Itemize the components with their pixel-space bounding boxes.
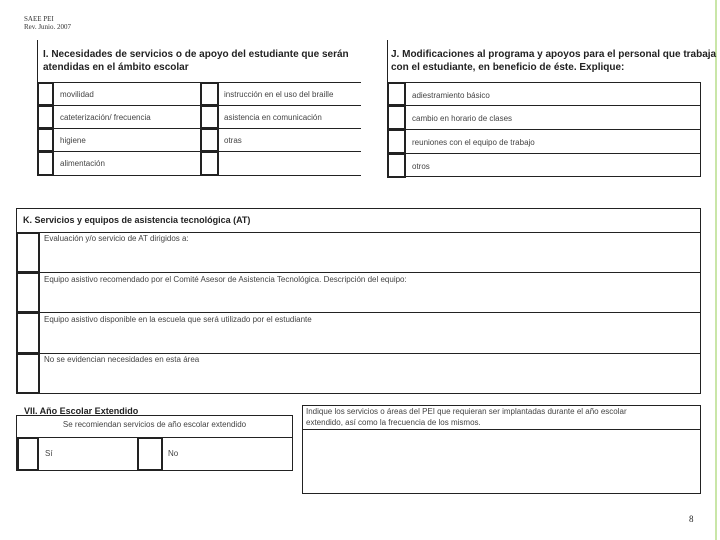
checkbox-movilidad[interactable] [37,82,54,106]
section-i-title [43,48,349,74]
option-label: Equipo asistivo recomendado por el Comité Asesor de Asistencia Tecnológica. Descripción del equipo: [44,275,407,284]
instruction-line: extendido, así como la frecuencia de los mismos. [306,418,481,427]
option-label: asistencia en comunicación [224,113,322,122]
option-label: reuniones con el equipo de trabajo [412,138,535,147]
extended-services-instructions [306,406,627,428]
checkbox-equipo-recomendado[interactable] [16,272,40,313]
section-vii-title: VII. Año Escolar Extendido [24,406,139,416]
checkbox-no-necesidades[interactable] [16,353,40,394]
title-line: I. Necesidades de servicios o de apoyo del estudiante que serán [43,49,349,60]
section-k-title: K. Servicios y equipos de asistencia tecnológica (AT) [23,215,251,225]
checkbox-reuniones[interactable] [387,129,406,154]
option-label: Equipo asistivo disponible en la escuela que será utilizado por el estudiante [44,315,312,324]
instruction-line: Indique los servicios o áreas del PEI que requieran ser implantadas durante el año escolar [306,407,627,416]
extended-services-field[interactable] [303,430,700,493]
option-yes-label: Sí [45,449,53,458]
checkbox-otras[interactable] [200,128,219,152]
option-label: instrucción en el uso del braille [224,90,334,99]
extended-year-header: Se recomiendan servicios de año escolar extendido [62,420,247,429]
page-number: 8 [689,514,694,524]
checkbox-otros[interactable] [387,153,406,178]
checkbox-no[interactable] [137,437,163,471]
checkbox-equipo-disponible[interactable] [16,312,40,354]
section-j-title [391,48,716,74]
checkbox-evaluacion-at[interactable] [16,232,40,273]
checkbox-cateterizacion[interactable] [37,105,54,129]
option-label: alimentación [60,159,105,168]
page-edge [715,0,717,540]
option-label: cateterización/ frecuencia [60,113,151,122]
form-code: SAEE PEI [24,15,54,23]
checkbox-horario[interactable] [387,105,406,130]
checkbox-blank[interactable] [200,151,219,176]
option-label: otros [412,162,430,171]
option-label: No se evidencian necesidades en esta área [44,355,200,364]
checkbox-higiene[interactable] [37,128,54,152]
checkbox-si[interactable] [17,437,39,471]
title-line: atendidas en el ámbito escolar [43,62,189,73]
revision-date: Rev. Junio. 2007 [24,23,71,31]
title-line: con el estudiante, en beneficio de éste. Explique: [391,62,625,73]
title-line: J. Modificaciones al programa y apoyos para el personal que trabaja [391,49,717,60]
checkbox-braille[interactable] [200,82,219,106]
option-label: otras [224,136,242,145]
option-label: movilidad [60,90,94,99]
checkbox-adiestramiento[interactable] [387,82,406,106]
option-label: cambio en horario de clases [412,114,513,123]
option-label: adiestramiento básico [412,91,490,100]
checkbox-alimentacion[interactable] [37,151,54,176]
option-no-label: No [168,449,179,458]
checkbox-comunicacion[interactable] [200,105,219,129]
option-label: Evaluación y/o servicio de AT dirigidos a: [44,234,189,243]
option-label: higiene [60,136,86,145]
